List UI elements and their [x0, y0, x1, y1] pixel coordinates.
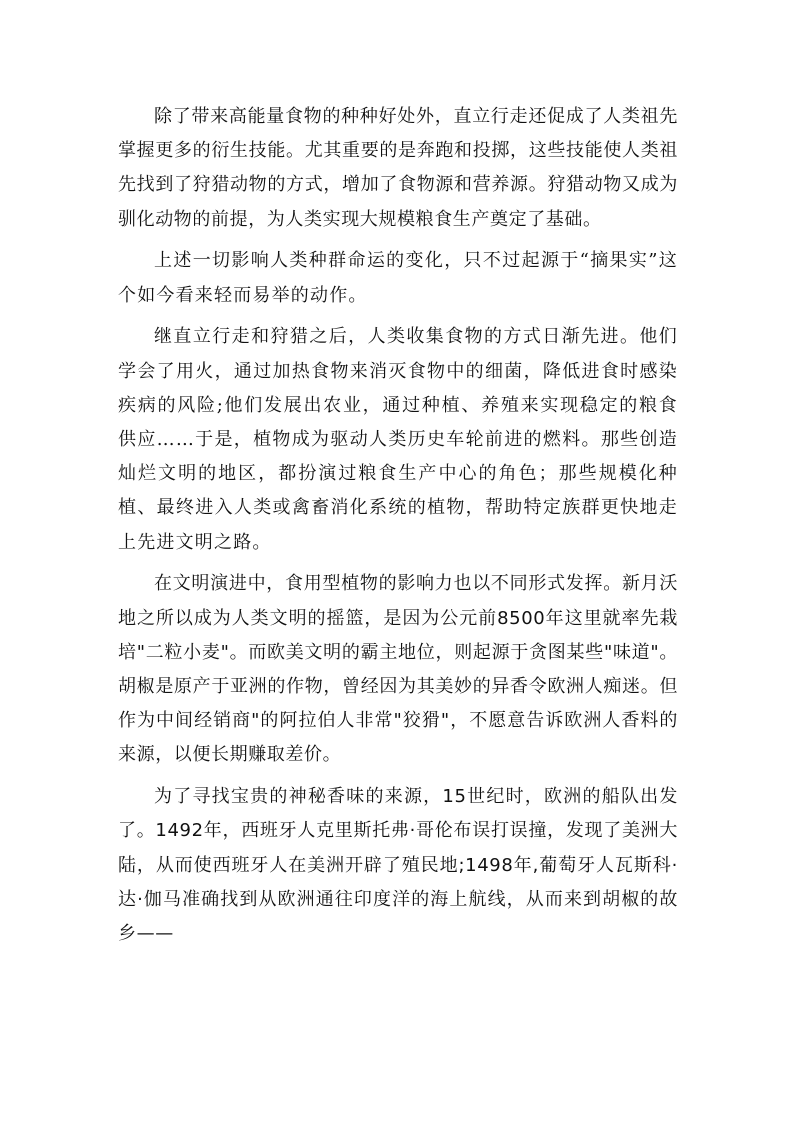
paragraph-4: 在文明演进中，食用型植物的影响力也以不同形式发挥。新月沃地之所以成为人类文明的摇篮，是因为公元前8500年这里就率先栽培"二粒小麦"。而欧美文明的霸主地位，则起源于贪图某些"味道"。胡椒是原产于亚洲的作物，曾经因为其美妙的异香令欧洲人痴迷。但作为中间经销商"的阿拉伯人非常"狡猾"，不愿意告诉欧洲人香料的来源，以便长期赚取差价。: [118, 573, 678, 766]
paragraph-1: 除了带来高能量食物的种种好处外，直立行走还促成了人类祖先掌握更多的衍生技能。尤其重要的是奔跑和投掷，这些技能使人类祖先找到了狩猎动物的方式，增加了食物源和营养源。狩猎动物又成为驯化动物的前提，为人类实现大规模粮食生产奠定了基础。: [118, 106, 678, 230]
article-body: [118, 100, 678, 959]
paragraph-5: 为了寻找宝贵的神秘香味的来源，15世纪时，欧洲的船队出发了。1492年，西班牙人克里斯托弗·哥伦布误打误撞，发现了美洲大陆，从而使西班牙人在美洲开辟了殖民地;1498年,葡萄牙人瓦斯科·达·伽马准确找到从欧洲通往印度洋的海上航线，从而来到胡椒的故乡——: [118, 786, 678, 945]
paragraph-2: 上述一切影响人类种群命运的变化，只不过起源于“摘果实”这个如今看来轻而易举的动作。: [118, 250, 678, 306]
paragraph-3: 继直立行走和狩猎之后，人类收集食物的方式日渐先进。他们学会了用火，通过加热食物来消灭食物中的细菌，降低进食时感染疾病的风险;他们发展出农业，通过种植、养殖来实现稳定的粮食供应……于是，植物成为驱动人类历史车轮前进的燃料。那些创造灿烂文明的地区，都扮演过粮食生产中心的角色；那些规模化种植、最终进入人类或禽畜消化系统的植物，帮助特定族群更快地走上先进文明之路。: [118, 326, 678, 553]
